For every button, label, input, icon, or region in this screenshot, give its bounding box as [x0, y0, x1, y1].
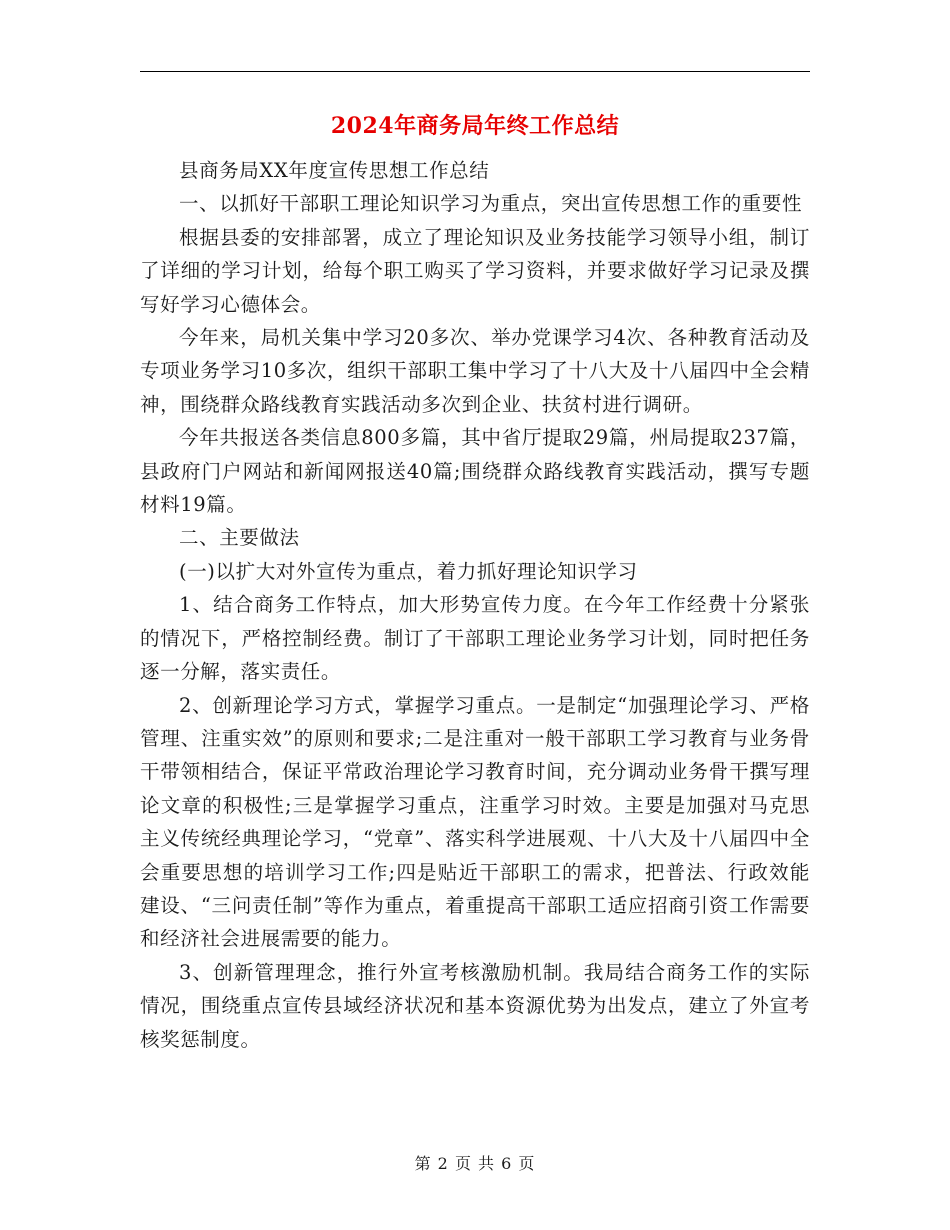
paragraph: 3、创新管理理念，推行外宣考核激励机制。我局结合商务工作的实际情况，围绕重点宣传县域经济状况和基本资源优势为出发点，建立了外宣考核奖惩制度。 — [140, 960, 810, 1051]
paragraph-section-1-heading: 一、以抓好干部职工理论知识学习为重点，突出宣传思想工作的重要性 — [179, 192, 803, 216]
page-number: 第 2 页 共 6 页 — [414, 1154, 536, 1173]
paragraph: 根据县委的安排部署，成立了理论知识及业务技能学习领导小组，制订了详细的学习计划，给每个职工购买了学习资料，并要求做好学习记录及撰写好学习心德体会。 — [140, 225, 810, 316]
header-rule — [140, 71, 810, 72]
document-title: 2024年商务局年终工作总结 — [330, 113, 620, 139]
paragraph: 今年共报送各类信息800多篇，其中省厅提取29篇，州局提取237篇，县政府门户网站和新闻网报送40篇;围绕群众路线教育实践活动，撰写专题材料19篇。 — [140, 426, 810, 517]
paragraph-subsection-heading: (一)以扩大对外宣传为重点，着力抓好理论知识学习 — [179, 559, 638, 583]
paragraph: 1、结合商务工作特点，加大形势宣传力度。在今年工作经费十分紧张的情况下，严格控制经费。制订了干部职工理论业务学习计划，同时把任务逐一分解，落实责任。 — [140, 593, 810, 684]
paragraph: 今年来，局机关集中学习20多次、举办党课学习4次、各种教育活动及专项业务学习10多次，组织干部职工集中学习了十八大及十八届四中全会精神，围绕群众路线教育实践活动多次到企业、扶贫村进行调研。 — [140, 326, 810, 416]
document-body — [140, 154, 810, 1056]
paragraph: 2、创新理论学习方式，掌握学习重点。一是制定“加强理论学习、严格管理、注重实效”的原则和要求;二是注重对一般干部职工学习教育与业务骨干带领相结合，保证平常政治理论学习教育时间，充分调动业务骨干撰写理论文章的积极性;三是掌握学习重点，注重学习时效。主要是加强对马克思主义传统经典理论学习，“党章”、落实科学进展观、十八大及十八届四中全会重要思想的培训学习工作;四是贴近干部职工的需求，把普法、行政效能建设、“三问责任制”等作为重点，着重提高干部职工适应招商引资工作需要和经济社会进展需要的能力。 — [140, 693, 810, 951]
paragraph-subtitle: 县商务局XX年度宣传思想工作总结 — [179, 159, 490, 182]
paragraph-section-2-heading: 二、主要做法 — [179, 526, 300, 550]
